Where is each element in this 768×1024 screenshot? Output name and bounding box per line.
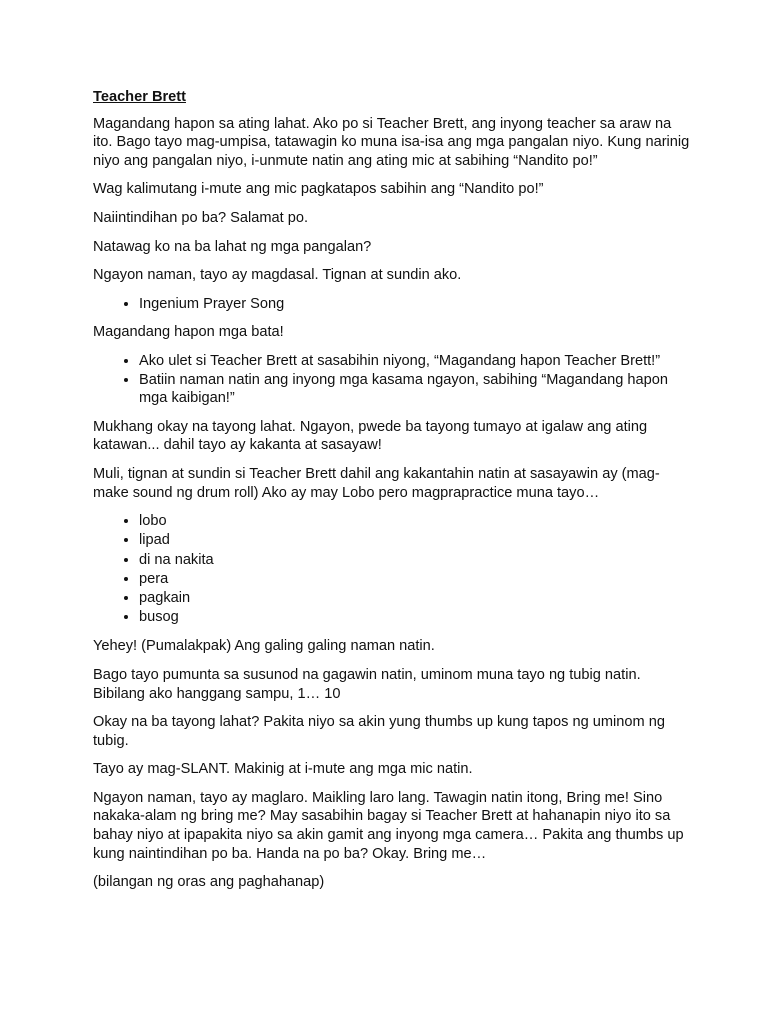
list-item: • lobo	[139, 512, 693, 531]
prayer-list	[93, 295, 693, 314]
list-item: • lipad	[139, 531, 693, 550]
paragraph-prayer: Ngayon naman, tayo ay magdasal. Tignan at sundin ako.	[93, 267, 462, 284]
paragraph-mute-reminder: Wag kalimutang i-mute ang mic pagkatapos sabihin ang “Nandito po!”	[93, 181, 544, 198]
list-item: • Ako ulet si Teacher Brett at sasabihin niyong, “Magandang hapon Teacher Brett!”	[139, 352, 693, 371]
list-item: • Batiin naman natin ang inyong mga kasama ngayon, sabihing “Magandang hapon mga kaibigan!”	[139, 371, 693, 408]
paragraph-names-called: Natawag ko na ba lahat ng mga pangalan?	[93, 238, 372, 255]
paragraph-drink-water: Bago tayo pumunta sa susunod na gagawin natin, uminom muna tayo ng tubig natin. Bibilang ako hanggang sampu, 1… 10	[93, 666, 641, 702]
song-words-list	[93, 512, 693, 627]
paragraph-timing: (bilangan ng oras ang paghahanap)	[93, 874, 325, 891]
list-item: • pera	[139, 570, 693, 589]
paragraph-bring-me: Ngayon naman, tayo ay maglaro. Maikling laro lang. Tawagin natin itong, Bring me! Sino nakaka-alam ng bring me? May sasabihin bagay si Teacher Brett at hahanapin niyo ito sa bahay niyo at ipapakita niyo sa akin gamit ang inyong mga camera… Pakita ang thumbs up kung naintindihan po ba. Handa na po ba? Okay. Bring me…	[93, 789, 684, 862]
paragraph-greeting: Magandang hapon sa ating lahat. Ako po si Teacher Brett, ang inyong teacher sa araw na ito. Bago tayo mag-umpisa, tatawagin ko muna isa-isa ang mga pangalan niyo. Kung narinig niyo ang pangalan niyo, i-unmute natin ang ating mic at sabihing “Nandito po!”	[93, 115, 690, 169]
paragraph-thumbs-up: Okay na ba tayong lahat? Pakita niyo sa akin yung thumbs up kung tapos ng uminom ng tubig.	[93, 714, 665, 749]
document-title: Teacher Brett	[93, 89, 186, 105]
paragraph-understood: Naiintindihan po ba? Salamat po.	[93, 209, 309, 226]
greeting-list	[93, 352, 693, 408]
document-page	[93, 88, 693, 902]
list-item: • di na nakita	[139, 551, 693, 570]
paragraph-slant: Tayo ay mag-SLANT. Makinig at i-mute ang mga mic natin.	[93, 761, 473, 778]
paragraph-stand-up: Mukhang okay na tayong lahat. Ngayon, pwede ba tayong tumayo at igalaw ang ating katawan... dahil tayo ay kakanta at sasayaw!	[93, 418, 648, 454]
paragraph-good-afternoon: Magandang hapon mga bata!	[93, 324, 284, 341]
paragraph-yehey: Yehey! (Pumalakpak) Ang galing galing naman natin.	[93, 638, 435, 655]
list-item: • pagkain	[139, 589, 693, 608]
list-item: • busog	[139, 608, 693, 627]
paragraph-song: Muli, tignan at sundin si Teacher Brett dahil ang kakantahin natin at sasayawin ay (mag-make sound ng drum roll) Ako ay may Lobo pero magprapractice muna tayo…	[93, 465, 660, 501]
list-item: • Ingenium Prayer Song	[139, 295, 693, 314]
